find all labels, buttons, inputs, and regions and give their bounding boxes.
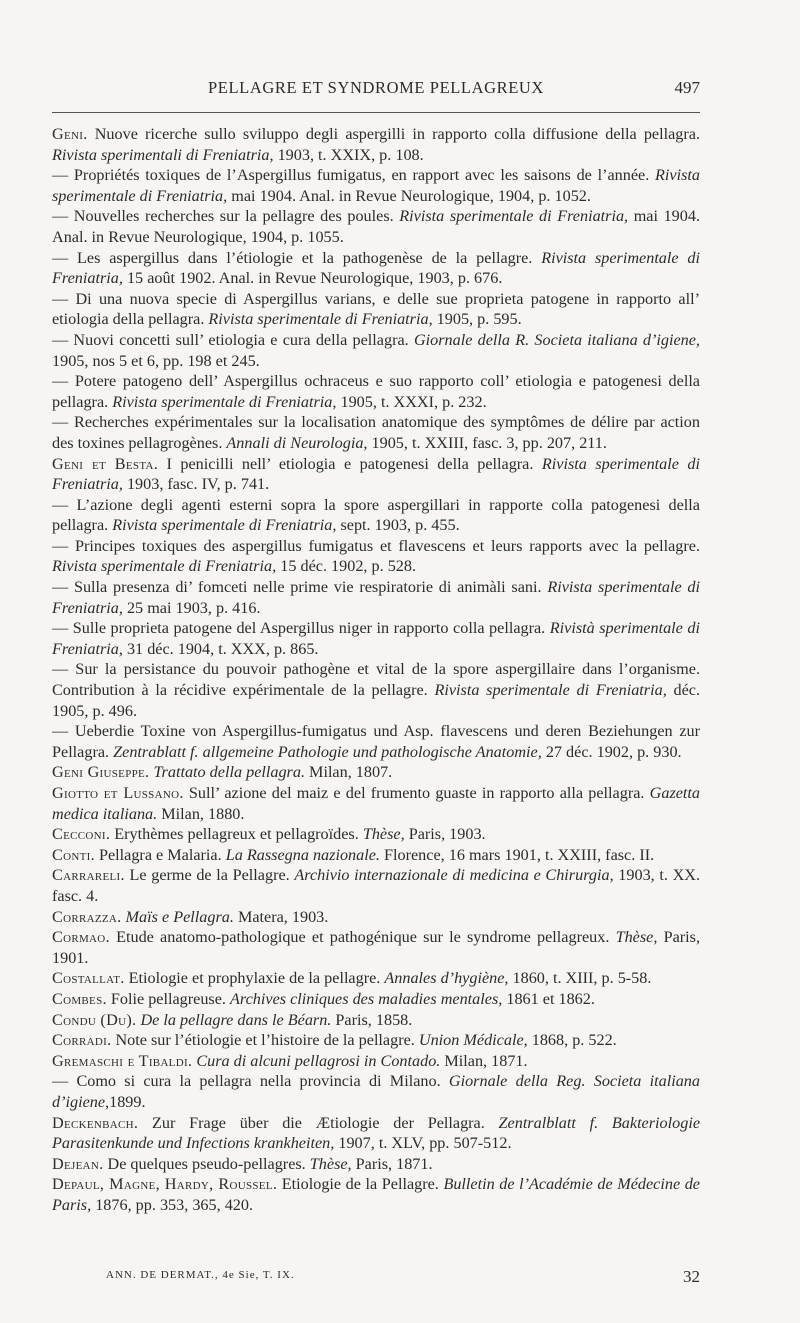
entry-author: Dejean. [52, 1154, 104, 1173]
entry-journal: Annali di Neurologia, [226, 433, 368, 452]
entry-author: Geni. [52, 125, 88, 143]
entry-details: mai 1904. Anal. in Revue Neurologique, 1904, p. 1052. [227, 186, 591, 205]
entry-details: Paris, 1903. [404, 825, 486, 844]
entry-journal: Rivista sperimentale di Freniatria, [208, 310, 433, 329]
entry-journal: Bulletin de l’Académie de Médecine de Paris, [52, 1175, 700, 1214]
bibliography-entry [52, 927, 700, 968]
entry-title: Sull’ azione del maiz e del frumento guaste in rapporto alla pellagra. [183, 784, 650, 802]
bibliography-entry [52, 165, 700, 206]
bibliography-entry [52, 289, 700, 330]
bibliography-entry [52, 206, 700, 247]
entry-details: Matera, 1903. [233, 907, 329, 926]
bibliography-entry [52, 618, 700, 659]
bibliography-entry [52, 783, 700, 824]
entry-title: — Sur la persistance du pouvoir pathogène et vital de la spore aspergillaire dans l’organisme. Contribution à la récidive expérimentale de la pellagre. [52, 660, 700, 700]
bibliography-entry [52, 989, 700, 1010]
entry-title: — Potere patogeno dell’ Aspergillus ochraceus e suo rapporto coll’ etiologia e patogenesi della pellagra. [52, 372, 700, 411]
bibliography-entry [52, 330, 700, 371]
entry-title: Erythèmes pellagreux et pellagroïdes. [110, 825, 363, 844]
entry-title: — Sulla presenza di’ fomceti nelle prime vie respiratorie di animàli sani. [52, 578, 548, 597]
bibliography-entry [52, 845, 700, 866]
entry-journal: Archivio internazionale di medicina e Chirurgia, [294, 866, 614, 885]
entry-title: — Di una nuova specie di Aspergillus varians, e delle sue proprieta patogene in rapporto all’ etiologia della pellagra. [52, 289, 700, 329]
entry-journal: Cura di alcuni pellagrosi in Contado. [196, 1051, 441, 1070]
bibliography-entry [52, 865, 700, 906]
entry-journal: Giornale della Reg. Societa italiana d’igiene, [52, 1072, 700, 1111]
entry-details: 25 mai 1903, p. 416. [122, 598, 261, 617]
entry-author: Carrareli. [52, 866, 125, 885]
entry-title: — L’azione degli agenti esterni sopra la spore aspergillari in rapporte colla patogenesi della pellagra. [52, 495, 700, 535]
bibliography-entry [52, 536, 700, 577]
entry-author: Gremaschi e Tibaldi. [52, 1051, 193, 1070]
bibliography-entry [52, 454, 700, 495]
entry-title: I penicilli nell’ etiologia e patogenesi della pellagra. [158, 454, 542, 473]
signature-mark: ANN. DE DERMAT., 4e Sie, T. IX. [106, 1269, 295, 1281]
entry-journal: Rivista sperimentale di Freniatria, [52, 248, 701, 288]
bibliography-entry [52, 412, 700, 453]
entry-title: Etiologie et prophylaxie de la pellagre. [124, 969, 385, 988]
entry-author: Cormao. [52, 928, 110, 947]
bibliography-entry [52, 1113, 700, 1154]
entry-journal: La Rassegna nazionale. [225, 845, 380, 864]
bibliography-entry [52, 124, 700, 165]
entry-details: Florence, 16 mars 1901, t. XXIII, fasc. II. [379, 845, 655, 864]
entry-details: mai 1904. Anal. in Revue Neurologique, 1904, p. 1055. [52, 207, 700, 246]
entry-journal: Gazetta medica italiana. [52, 784, 701, 823]
entry-author: Cecconi. [52, 825, 111, 844]
entry-journal: Rivista sperimentale di Freniatria, [52, 557, 277, 576]
entry-title: Note sur l’étiologie et l’histoire de la pellagre. [111, 1031, 419, 1050]
entry-details: Milan, 1880. [157, 804, 245, 823]
entry-title: — Como si cura la pellagra nella provincia di Milano. [52, 1072, 449, 1091]
entry-journal: Rivista sperimentale di Freniatria, [399, 207, 629, 226]
entry-journal: Rivista sperimentale di Freniatria, [52, 166, 700, 205]
entry-details: 1905, nos 5 et 6, pp. 198 et 245. [52, 351, 260, 370]
entry-details: Milan, 1807. [305, 763, 393, 782]
entry-details: 1899. [109, 1092, 146, 1111]
bibliography-entry [52, 1174, 700, 1215]
sheet-number: 32 [683, 1267, 700, 1286]
entry-journal: Zentrablatt f. allgemeine Pathologie und pathologische Anatomie, [113, 742, 542, 761]
bibliography-entry [52, 1051, 700, 1072]
page-number: 497 [674, 78, 700, 97]
entry-title: Pellagra e Malaria. [94, 845, 226, 864]
entry-details: 15 août 1902. Anal. in Revue Neurologique, 1903, p. 676. [122, 269, 503, 288]
entry-author: Conti. [52, 845, 95, 864]
entry-journal: Rivista sperimentali di Freniatria, [52, 145, 274, 164]
entry-journal: Giornale della R. Societa italiana d’igiene, [413, 330, 700, 349]
entry-details: Paris, 1901. [52, 928, 701, 967]
entry-title: — Recherches expérimentales sur la localisation anatomique des symptômes de délire par action des toxines pellagrogènes. [52, 413, 700, 452]
running-header [52, 78, 700, 104]
bibliography-entry [52, 495, 700, 536]
bibliography-entry [52, 248, 700, 289]
entry-journal: Rivista sperimentale di Freniatria, [112, 516, 337, 535]
bibliography-entry [52, 968, 700, 989]
entry-journal: Zentralblatt f. Bakteriologie Parasitenkunde und Infections krankheiten, [52, 1113, 701, 1153]
entry-details: 15 déc. 1902, p. 528. [276, 557, 417, 576]
entry-details: 1905, t. XXXI, p. 232. [336, 392, 487, 411]
page-footer [52, 1267, 700, 1289]
entry-details: 1860, t. XIII, p. 5-58. [508, 969, 652, 988]
entry-details: 31 déc. 1904, t. XXX, p. 865. [122, 639, 319, 658]
entry-details: Paris, 1858. [331, 1010, 413, 1029]
entry-author: Geni et Besta. [52, 454, 159, 473]
entry-title: Etude anatomo-pathologique et pathogénique sur le syndrome pellagreux. [109, 928, 616, 947]
entry-journal: Rivista sperimentale di Freniatria, [112, 392, 337, 411]
bibliography-entry [52, 762, 700, 783]
bibliography-entry [52, 1071, 700, 1112]
entry-author: Corradi. [52, 1031, 112, 1050]
entry-title: — Les aspergillus dans l’étiologie et la pathogenèse de la pellagre. [52, 248, 542, 267]
entry-title: Nuove ricerche sullo sviluppo degli aspergilli in rapporto colla diffusione della pellagra. [87, 125, 700, 143]
bibliography-entry [52, 659, 700, 721]
entry-title: Le germe de la Pellagre. [124, 866, 295, 885]
entry-details: 1903, fasc. IV, p. 741. [122, 475, 270, 494]
entry-details: 1907, t. XLV, pp. 507-512. [334, 1134, 512, 1153]
bibliography-entry [52, 907, 700, 928]
entry-journal: Thèse, [309, 1154, 352, 1173]
entry-author: Condu (Du). [52, 1010, 137, 1029]
bibliography-entry [52, 721, 700, 762]
entry-title: Folie pellagreuse. [106, 989, 231, 1008]
entry-details: 1905, p. 595. [432, 310, 522, 329]
entry-details: déc. 1905, p. 496. [52, 681, 700, 720]
entry-journal: Rivista sperimentale di Freniatria, [434, 681, 667, 700]
running-title: PELLAGRE ET SYNDROME PELLAGREUX [208, 78, 544, 97]
entry-author: Geni Giuseppe. [52, 763, 150, 782]
entry-journal: Archives cliniques des maladies mentales, [230, 989, 503, 1008]
entry-journal: Rivista sperimentale di Freniatria, [52, 454, 700, 494]
entry-details: Milan, 1871. [440, 1051, 528, 1070]
entry-journal: Thèse, [362, 825, 405, 844]
bibliography-list [52, 124, 700, 1215]
entry-title: Zur Frage über die Ætiologie der Pellagra. [138, 1113, 499, 1132]
entry-author: Costallat. [52, 969, 125, 988]
bibliography-entry [52, 371, 700, 412]
entry-details: 1876, pp. 353, 365, 420. [91, 1195, 254, 1214]
entry-journal: Rivistà sperimentale di Freniatria, [52, 619, 700, 658]
entry-journal: Annales d’hygiène, [384, 969, 509, 988]
entry-details: sept. 1903, p. 455. [336, 516, 460, 535]
entry-journal: Rivista sperimentale di Freniatria, [52, 578, 700, 617]
entry-author: Deckenbach. [52, 1113, 139, 1132]
header-rule [52, 112, 700, 113]
entry-details: 1868, p. 522. [527, 1031, 617, 1050]
entry-journal: Union Médicale, [418, 1031, 528, 1050]
bibliography-entry [52, 1030, 700, 1051]
entry-journal: De la pellagre dans le Béarn. [140, 1010, 332, 1029]
entry-author: Depaul, Magne, Hardy, Roussel. [52, 1175, 278, 1194]
entry-details: Paris, 1871. [351, 1154, 433, 1173]
entry-details: 1903, t. XX. fasc. 4. [52, 866, 701, 905]
entry-title: — Nouvelles recherches sur la pellagre des poules. [52, 207, 400, 226]
entry-journal: Thèse, [615, 928, 658, 947]
entry-title: De quelques pseudo-pellagres. [103, 1154, 310, 1173]
entry-title: — Nuovi concetti sull’ etiologia e cura della pellagra. [52, 330, 414, 349]
entry-title: — Principes toxiques des aspergillus fumigatus et flavescens et leurs rapports avec la pellagre. [52, 536, 700, 555]
entry-journal: Maïs e Pellagra. [125, 907, 234, 926]
entry-details: 1905, t. XXIII, fasc. 3, pp. 207, 211. [367, 433, 607, 452]
entry-title: Etiologie de la Pellagre. [277, 1175, 444, 1194]
entry-author: Corrazza. [52, 907, 122, 926]
bibliography-entry [52, 824, 700, 845]
entry-details: 27 déc. 1902, p. 930. [541, 742, 682, 761]
bibliography-entry [52, 1154, 700, 1175]
entry-author: Giotto et Lussano. [52, 784, 184, 802]
entry-title: — Propriétés toxiques de l’Aspergillus fumigatus, en rapport avec les saisons de l’année. [52, 166, 656, 185]
entry-journal: Trattato della pellagra. [153, 763, 305, 782]
bibliography-entry [52, 577, 700, 618]
entry-author: Combes. [52, 989, 107, 1008]
bibliography-entry [52, 1010, 700, 1031]
entry-details: 1903, t. XXIX, p. 108. [273, 145, 424, 164]
entry-details: 1861 et 1862. [502, 989, 595, 1008]
entry-title: — Sulle proprieta patogene del Aspergillus niger in rapporto colla pellagra. [52, 619, 550, 638]
entry-title: — Ueberdie Toxine von Aspergillus-fumigatus und Asp. flavescens und deren Beziehungen zur Pellagra. [52, 722, 700, 761]
